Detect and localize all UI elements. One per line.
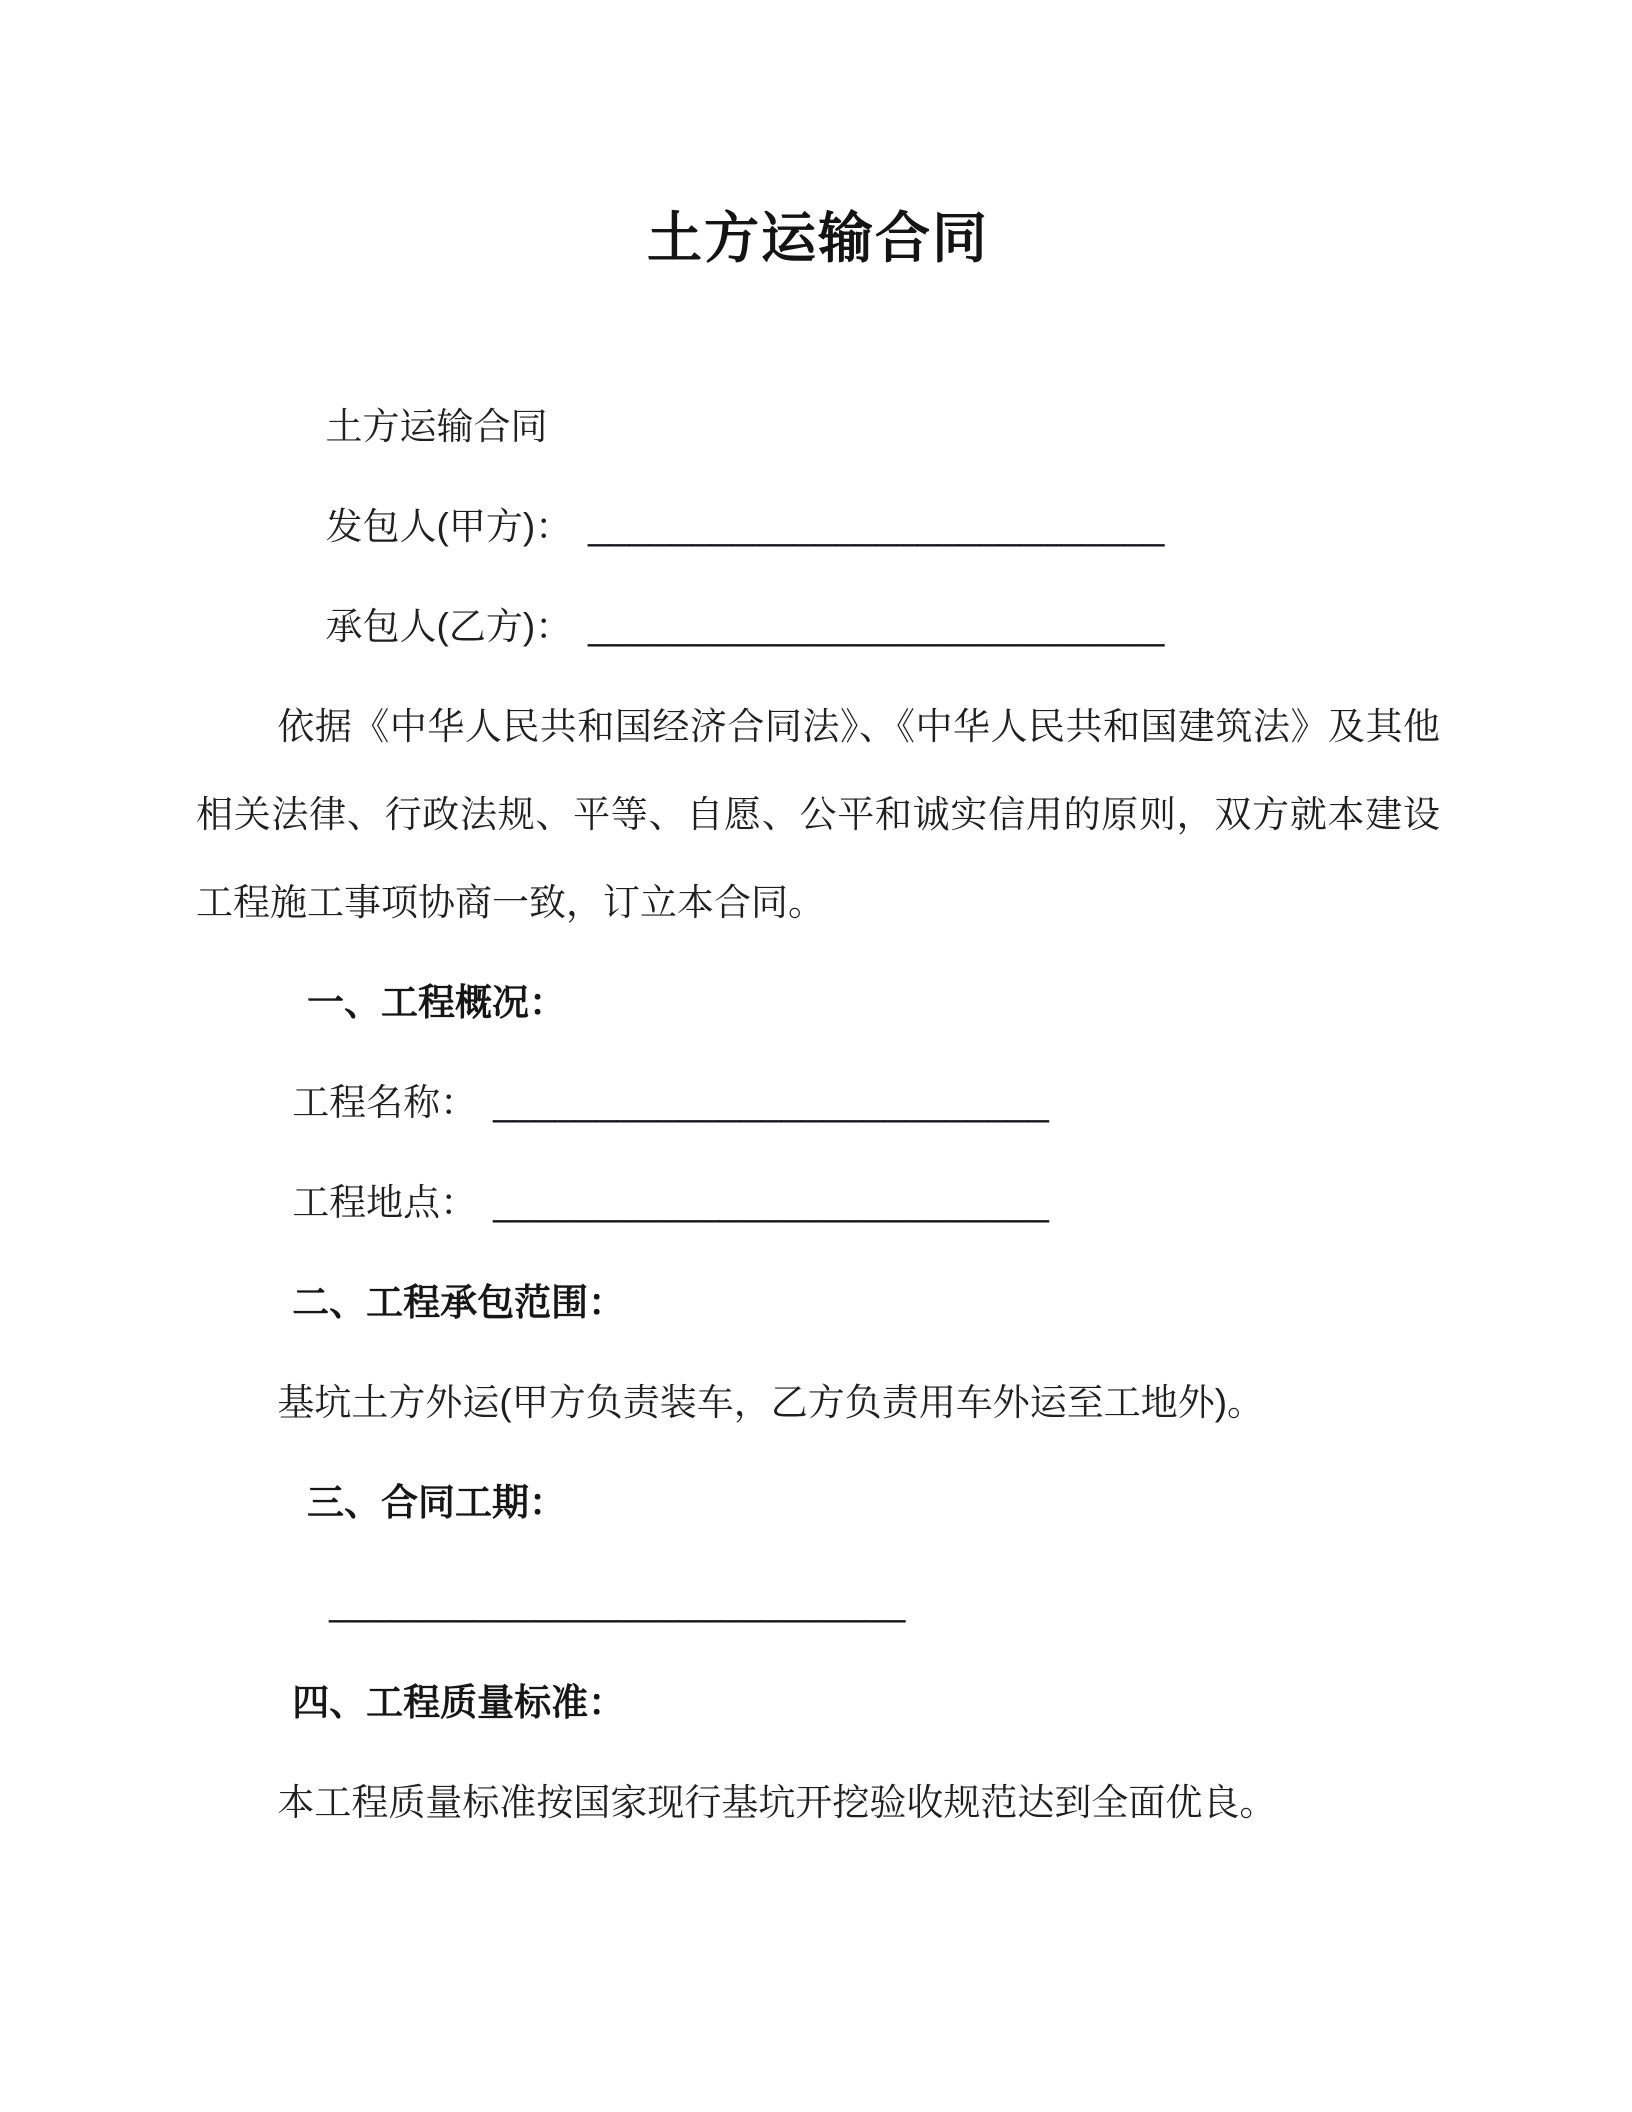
- party-a-blank-field: ____________________________: [588, 506, 1165, 547]
- party-a-row: [196, 483, 1440, 571]
- section3-blank-row: [196, 1559, 1440, 1647]
- section2-content: 基坑土方外运(甲方负责装车，乙方负责用车外运至工地外)。: [277, 1382, 1265, 1423]
- section2-heading: 二、工程承包范围：: [292, 1282, 626, 1323]
- document-subtitle: 土方运输合同: [325, 406, 548, 447]
- party-a-label: 发包人(甲方)：: [325, 506, 573, 547]
- project-location-row: [196, 1159, 1440, 1247]
- project-location-blank-field: ___________________________: [493, 1182, 1049, 1223]
- project-name-row: [196, 1059, 1440, 1147]
- project-name-label: 工程名称：: [292, 1082, 478, 1123]
- party-b-blank-field: ____________________________: [588, 606, 1165, 647]
- section4-heading: 四、工程质量标准：: [292, 1682, 626, 1723]
- contract-duration-blank-field: ____________________________: [329, 1582, 906, 1623]
- project-location-label: 工程地点：: [292, 1182, 478, 1223]
- preamble-paragraph: 依据《中华人民共和国经济合同法》、《中华人民共和国建筑法》及其他相关法律、行政法规、平等、自愿、公平和诚实信用的原则，双方就本建设工程施工事项协商一致，订立本合同。: [196, 706, 1440, 923]
- project-name-blank-field: ___________________________: [493, 1082, 1049, 1123]
- party-b-label: 承包人(乙方)：: [325, 606, 573, 647]
- section3-heading: 三、合同工期：: [307, 1482, 566, 1523]
- document-title: 土方运输合同: [646, 207, 989, 269]
- section4-content: 本工程质量标准按国家现行基坑开挖验收规范达到全面优良。: [277, 1782, 1277, 1823]
- section1-heading: 一、工程概况：: [307, 982, 566, 1023]
- party-b-row: [196, 583, 1440, 671]
